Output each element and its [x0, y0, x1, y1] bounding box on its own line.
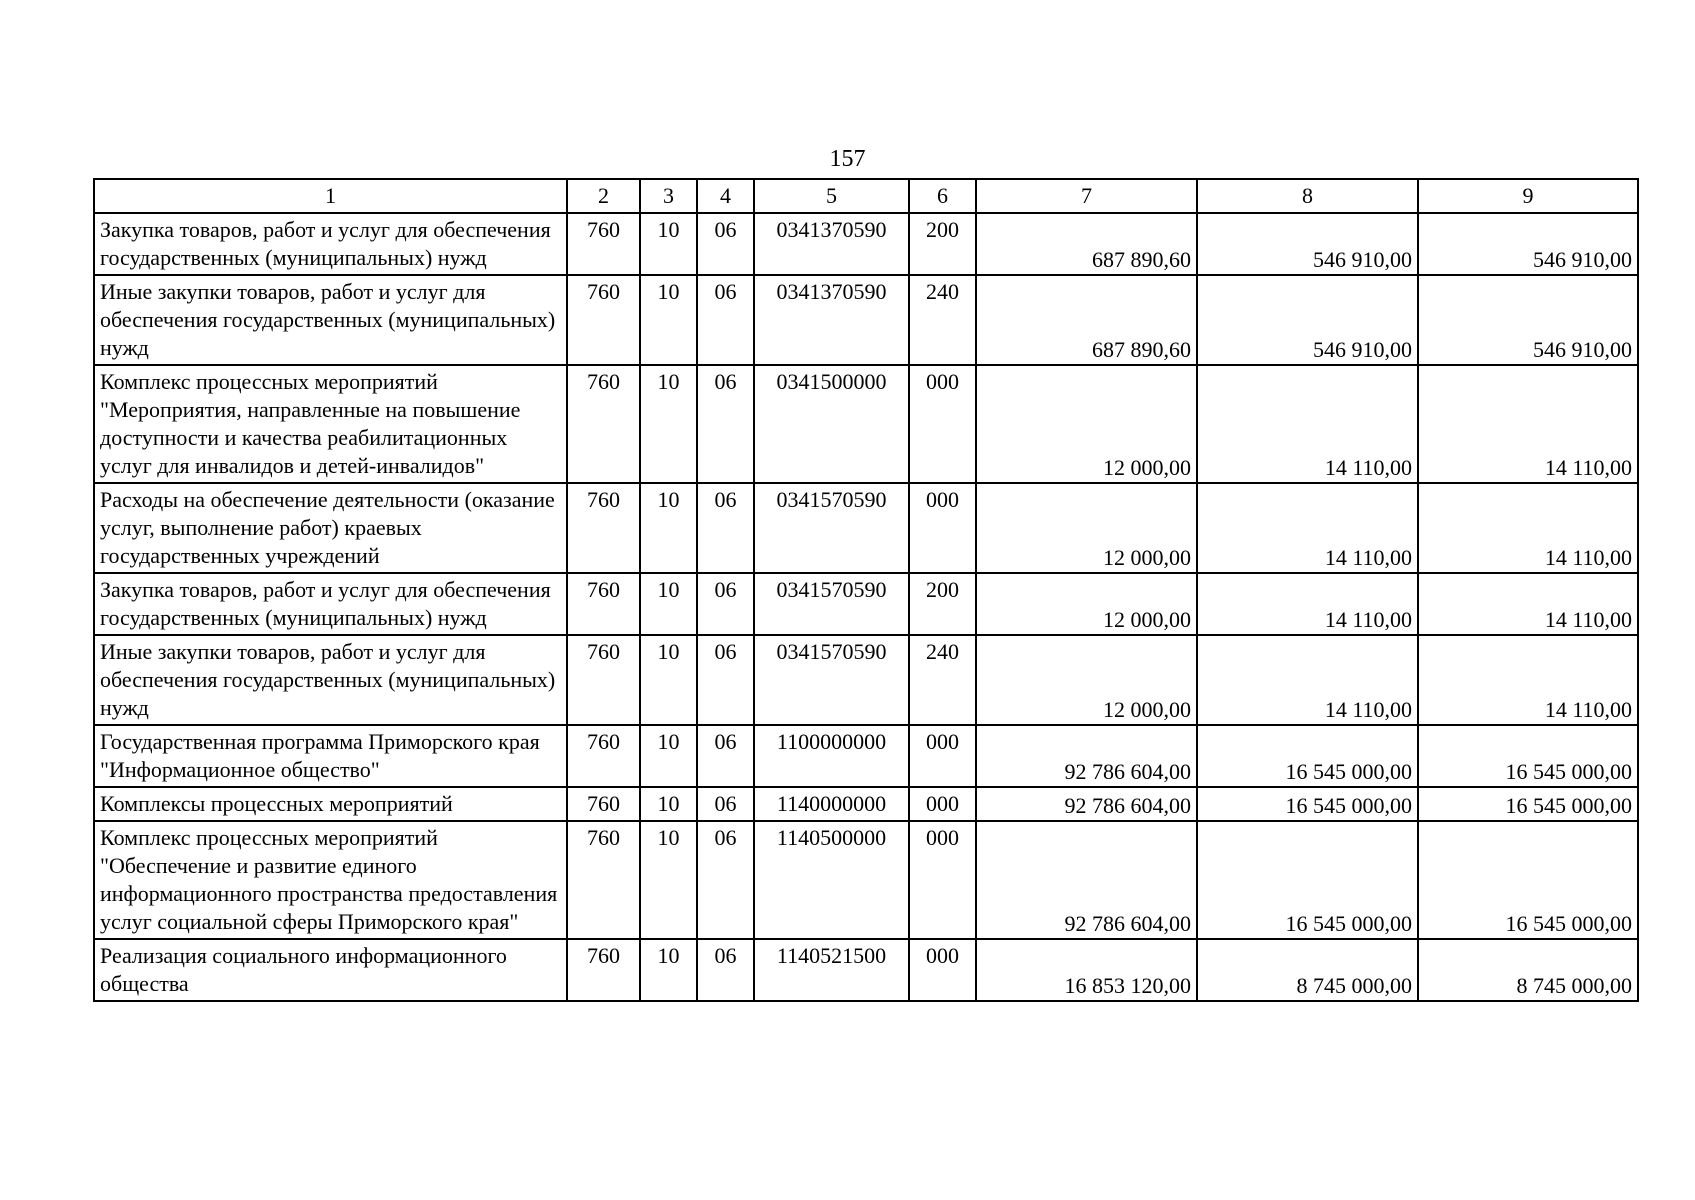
expense-type-cell: 000 [909, 725, 976, 787]
table-row [94, 725, 1638, 787]
section-cell: 10 [640, 635, 697, 725]
amount-col8-cell: 546 910,00 [1197, 213, 1418, 275]
expense-type-cell: 200 [909, 573, 976, 635]
table-body [94, 213, 1638, 1001]
ministry-code-cell: 760 [567, 787, 640, 821]
subsection-cell: 06 [697, 275, 754, 365]
target-article-cell: 0341370590 [754, 213, 909, 275]
table-row [94, 939, 1638, 1001]
name-cell: Реализация социального информационного общества [94, 939, 567, 1001]
table-row [94, 275, 1638, 365]
subsection-cell: 06 [697, 573, 754, 635]
amount-col9-cell: 16 545 000,00 [1418, 725, 1638, 787]
target-article-cell: 0341570590 [754, 635, 909, 725]
ministry-code-cell: 760 [567, 573, 640, 635]
column-header-7: 7 [976, 179, 1197, 213]
table-row [94, 213, 1638, 275]
name-cell: Комплексы процессных мероприятий [94, 787, 567, 821]
target-article-cell: 1100000000 [754, 725, 909, 787]
column-header-8: 8 [1197, 179, 1418, 213]
ministry-code-cell: 760 [567, 365, 640, 483]
expense-type-cell: 000 [909, 365, 976, 483]
amount-col8-cell: 14 110,00 [1197, 365, 1418, 483]
amount-col8-cell: 14 110,00 [1197, 635, 1418, 725]
page-number: 157 [829, 146, 866, 172]
table-row [94, 573, 1638, 635]
table-row [94, 821, 1638, 939]
amount-col7-cell: 92 786 604,00 [976, 787, 1197, 821]
expense-type-cell: 000 [909, 483, 976, 573]
amount-col8-cell: 16 545 000,00 [1197, 787, 1418, 821]
name-cell: Иные закупки товаров, работ и услуг для обеспечения государственных (муниципальных) нужд [94, 275, 567, 365]
target-article-cell: 1140000000 [754, 787, 909, 821]
expense-type-cell: 240 [909, 275, 976, 365]
amount-col9-cell: 14 110,00 [1418, 483, 1638, 573]
section-cell: 10 [640, 483, 697, 573]
name-cell: Закупка товаров, работ и услуг для обеспечения государственных (муниципальных) нужд [94, 213, 567, 275]
subsection-cell: 06 [697, 365, 754, 483]
amount-col9-cell: 16 545 000,00 [1418, 787, 1638, 821]
amount-col9-cell: 14 110,00 [1418, 573, 1638, 635]
ministry-code-cell: 760 [567, 635, 640, 725]
amount-col7-cell: 16 853 120,00 [976, 939, 1197, 1001]
section-cell: 10 [640, 939, 697, 1001]
section-cell: 10 [640, 573, 697, 635]
amount-col7-cell: 12 000,00 [976, 483, 1197, 573]
subsection-cell: 06 [697, 725, 754, 787]
amount-col7-cell: 92 786 604,00 [976, 821, 1197, 939]
amount-col9-cell: 8 745 000,00 [1418, 939, 1638, 1001]
section-cell: 10 [640, 725, 697, 787]
column-header-3: 3 [640, 179, 697, 213]
amount-col8-cell: 14 110,00 [1197, 483, 1418, 573]
column-header-6: 6 [909, 179, 976, 213]
name-cell: Расходы на обеспечение деятельности (оказание услуг, выполнение работ) краевых государственных учреждений [94, 483, 567, 573]
ministry-code-cell: 760 [567, 213, 640, 275]
expense-type-cell: 000 [909, 939, 976, 1001]
amount-col7-cell: 12 000,00 [976, 365, 1197, 483]
section-cell: 10 [640, 365, 697, 483]
section-cell: 10 [640, 787, 697, 821]
amount-col8-cell: 8 745 000,00 [1197, 939, 1418, 1001]
expense-type-cell: 000 [909, 821, 976, 939]
table-row [94, 635, 1638, 725]
ministry-code-cell: 760 [567, 821, 640, 939]
amount-col8-cell: 16 545 000,00 [1197, 725, 1418, 787]
amount-col7-cell: 12 000,00 [976, 635, 1197, 725]
amount-col9-cell: 546 910,00 [1418, 275, 1638, 365]
target-article-cell: 0341370590 [754, 275, 909, 365]
column-header-1: 1 [94, 179, 567, 213]
ministry-code-cell: 760 [567, 483, 640, 573]
column-header-4: 4 [697, 179, 754, 213]
table-row [94, 483, 1638, 573]
section-cell: 10 [640, 213, 697, 275]
column-header-9: 9 [1418, 179, 1638, 213]
amount-col7-cell: 687 890,60 [976, 213, 1197, 275]
amount-col8-cell: 14 110,00 [1197, 573, 1418, 635]
subsection-cell: 06 [697, 635, 754, 725]
column-header-2: 2 [567, 179, 640, 213]
amount-col9-cell: 14 110,00 [1418, 365, 1638, 483]
expense-type-cell: 240 [909, 635, 976, 725]
name-cell: Комплекс процессных мероприятий "Мероприятия, направленные на повышение доступности и качества реабилитационных услуг для инвалидов и детей-инвалидов" [94, 365, 567, 483]
section-cell: 10 [640, 275, 697, 365]
budget-table [93, 178, 1639, 1002]
subsection-cell: 06 [697, 821, 754, 939]
amount-col9-cell: 16 545 000,00 [1418, 821, 1638, 939]
amount-col8-cell: 16 545 000,00 [1197, 821, 1418, 939]
section-cell: 10 [640, 821, 697, 939]
ministry-code-cell: 760 [567, 939, 640, 1001]
amount-col7-cell: 12 000,00 [976, 573, 1197, 635]
subsection-cell: 06 [697, 939, 754, 1001]
table-row [94, 787, 1638, 821]
table-row [94, 365, 1638, 483]
name-cell: Закупка товаров, работ и услуг для обеспечения государственных (муниципальных) нужд [94, 573, 567, 635]
subsection-cell: 06 [697, 483, 754, 573]
target-article-cell: 0341570590 [754, 483, 909, 573]
target-article-cell: 1140521500 [754, 939, 909, 1001]
column-header-5: 5 [754, 179, 909, 213]
amount-col9-cell: 14 110,00 [1418, 635, 1638, 725]
name-cell: Государственная программа Приморского края "Информационное общество" [94, 725, 567, 787]
name-cell: Комплекс процессных мероприятий "Обеспечение и развитие единого информационного пространства предоставления услуг социальной сферы Приморского края" [94, 821, 567, 939]
amount-col8-cell: 546 910,00 [1197, 275, 1418, 365]
subsection-cell: 06 [697, 787, 754, 821]
target-article-cell: 0341500000 [754, 365, 909, 483]
name-cell: Иные закупки товаров, работ и услуг для обеспечения государственных (муниципальных) нужд [94, 635, 567, 725]
ministry-code-cell: 760 [567, 725, 640, 787]
target-article-cell: 1140500000 [754, 821, 909, 939]
amount-col7-cell: 92 786 604,00 [976, 725, 1197, 787]
amount-col9-cell: 546 910,00 [1418, 213, 1638, 275]
target-article-cell: 0341570590 [754, 573, 909, 635]
header-row [94, 179, 1638, 213]
expense-type-cell: 000 [909, 787, 976, 821]
expense-type-cell: 200 [909, 213, 976, 275]
subsection-cell: 06 [697, 213, 754, 275]
ministry-code-cell: 760 [567, 275, 640, 365]
amount-col7-cell: 687 890,60 [976, 275, 1197, 365]
